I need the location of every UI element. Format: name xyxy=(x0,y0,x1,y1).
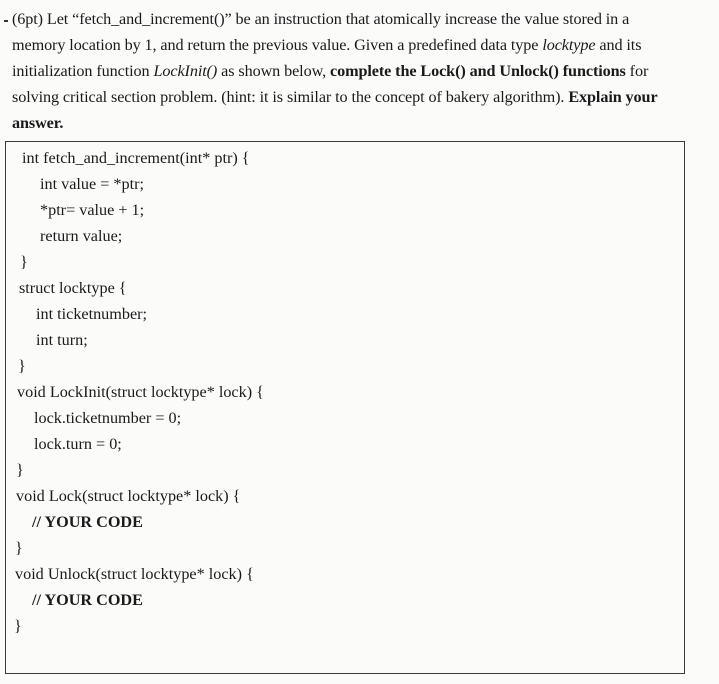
code-line: } xyxy=(15,539,23,557)
question-line-2: memory location by 1, and return the previous value. Given a predefined data type locktype and its xyxy=(12,36,642,54)
code-line: } xyxy=(14,617,22,635)
code-line: int fetch_and_increment(int* ptr) { xyxy=(22,149,250,167)
code-line: } xyxy=(16,461,24,479)
your-code-placeholder: // YOUR CODE xyxy=(32,513,143,531)
question-text xyxy=(12,6,712,136)
code-line: int ticketnumber; xyxy=(36,305,148,323)
code-line: int turn; xyxy=(36,331,88,349)
code-line: void Lock(struct locktype* lock) { xyxy=(16,487,241,505)
question-line-4: solving critical section problem. (hint: it is similar to the concept of bakery algorithm). Explain your xyxy=(12,88,658,106)
code-line: void LockInit(struct locktype* lock) { xyxy=(17,383,264,401)
question-line-3: initialization function LockInit() as shown below, complete the Lock() and Unlock() functions for xyxy=(12,62,649,80)
code-line: lock.ticketnumber = 0; xyxy=(34,409,182,427)
code-line: return value; xyxy=(40,227,123,245)
task-instruction: complete the Lock() and Unlock() functions xyxy=(330,62,626,80)
bullet-mark xyxy=(4,20,8,22)
code-line: int value = *ptr; xyxy=(40,175,144,193)
lockinit-term: LockInit() xyxy=(153,62,218,80)
code-line: void Unlock(struct locktype* lock) { xyxy=(15,565,254,583)
code-line: *ptr= value + 1; xyxy=(40,201,145,219)
code-line: } xyxy=(20,253,28,271)
explain-instruction: Explain your xyxy=(568,88,658,106)
question-line-1: (6pt) Let “fetch_and_increment()” be an instruction that atomically increase the value stored in a xyxy=(12,10,630,28)
code-line: lock.turn = 0; xyxy=(34,435,122,453)
code-line: } xyxy=(18,357,26,375)
your-code-placeholder: // YOUR CODE xyxy=(32,591,143,609)
code-line: struct locktype { xyxy=(19,279,127,297)
question-line-5: answer. xyxy=(12,114,64,132)
locktype-term: locktype xyxy=(542,36,596,54)
